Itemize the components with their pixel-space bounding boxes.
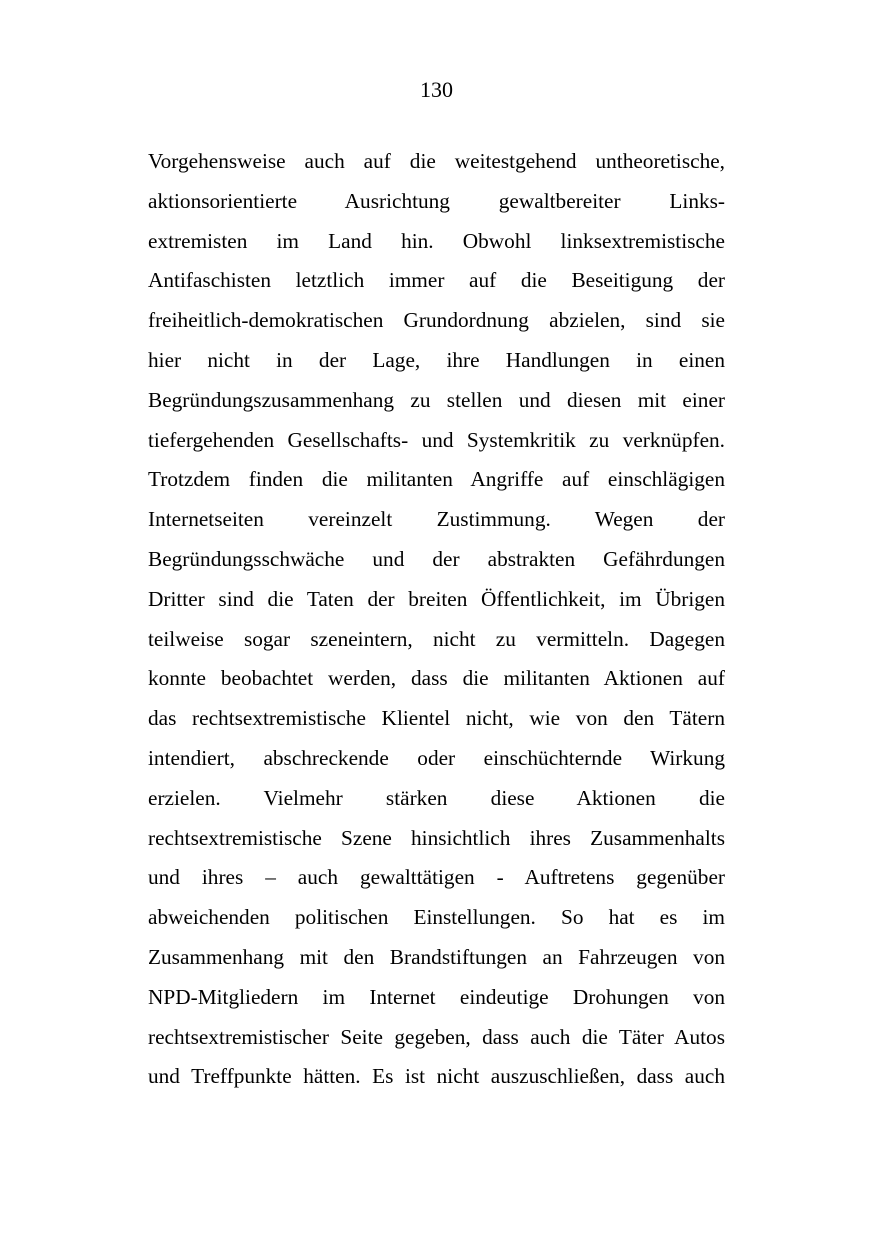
text-line: Internetseiten vereinzelt Zustimmung. Wegen der	[148, 507, 725, 532]
text-line: intendiert, abschreckende oder einschüchternde Wirkung	[148, 745, 725, 770]
text-line: aktionsorientierte Ausrichtung gewaltbereiter Links-	[148, 188, 725, 213]
text-line: Dritter sind die Taten der breiten Öffentlichkeit, im Übrigen	[148, 586, 725, 611]
page-number: 130	[420, 77, 453, 102]
text-line: hier nicht in der Lage, ihre Handlungen in einen	[148, 347, 725, 372]
text-line: Zusammenhang mit den Brandstiftungen an Fahrzeugen von	[148, 944, 725, 969]
text-line: NPD-Mitgliedern im Internet eindeutige Drohungen von	[148, 984, 725, 1009]
text-line: das rechtsextremistische Klientel nicht, wie von den Tätern	[148, 706, 725, 731]
text-line: rechtsextremistischer Seite gegeben, dass auch die Täter Autos	[148, 1024, 725, 1049]
text-line: Antifaschisten letztlich immer auf die Beseitigung der	[148, 268, 725, 293]
text-line: erzielen. Vielmehr stärken diese Aktionen die	[148, 785, 725, 810]
text-line: Vorgehensweise auch auf die weitestgehend untheoretische,	[148, 149, 725, 173]
text-line: Begründungszusammenhang zu stellen und diesen mit einer	[148, 387, 725, 412]
text-line: teilweise sogar szeneintern, nicht zu vermitteln. Dagegen	[148, 626, 725, 651]
text-line: Begründungsschwäche und der abstrakten Gefährdungen	[148, 546, 725, 571]
text-line: extremisten im Land hin. Obwohl linksextremistische	[148, 228, 725, 253]
text-line: abweichenden politischen Einstellungen. So hat es im	[148, 905, 725, 930]
text-line: konnte beobachtet werden, dass die militanten Aktionen auf	[148, 666, 725, 691]
text-line: und ihres – auch gewalttätigen - Auftretens gegenüber	[148, 865, 725, 890]
text-line: Trotzdem finden die militanten Angriffe auf einschlägigen	[148, 467, 725, 492]
text-line: rechtsextremistische Szene hinsichtlich ihres Zusammenhalts	[148, 825, 725, 850]
text-line: tiefergehenden Gesellschafts- und Systemkritik zu verknüpfen.	[148, 427, 725, 452]
text-line: und Treffpunkte hätten. Es ist nicht auszuschließen, dass auch	[148, 1064, 725, 1089]
text-line: freiheitlich-demokratischen Grundordnung abzielen, sind sie	[148, 308, 725, 333]
body-paragraph	[148, 142, 725, 1097]
